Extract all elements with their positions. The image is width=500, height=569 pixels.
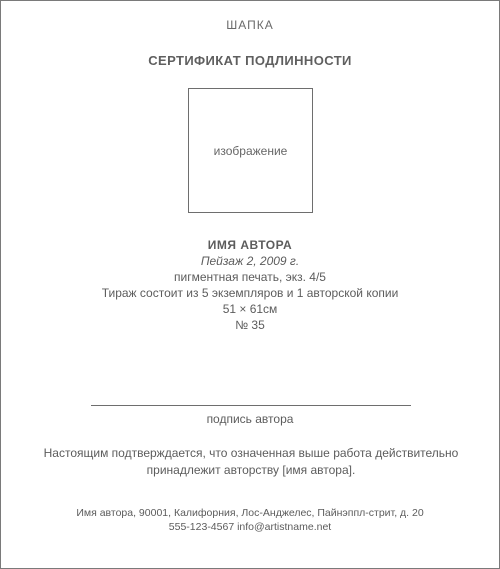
signature-label: подпись автора xyxy=(206,412,294,426)
work-title: Пейзаж 2, 2009 г. xyxy=(200,254,300,268)
image-placeholder-box xyxy=(188,88,313,213)
footer-address: Имя автора, 90001, Калифорния, Лос-Анджелес, Пайнэппл-стрит, д. 20 xyxy=(76,507,424,519)
footer-contacts xyxy=(1,506,499,534)
certificate-title: СЕРТИФИКАТ ПОДЛИННОСТИ xyxy=(148,53,352,68)
header-placeholder: ШАПКА xyxy=(226,18,274,32)
image-placeholder-label: изображение xyxy=(213,143,288,158)
artwork-details xyxy=(1,237,499,333)
certification-statement: Настоящим подтверждается, что означенная выше работа действительно принадлежит авторству [имя автора]. xyxy=(43,446,459,477)
edition-info: Тираж состоит из 5 экземпляров и 1 авторской копии xyxy=(101,286,399,300)
work-technique: пигментная печать, экз. 4/5 xyxy=(174,270,326,284)
signature-line xyxy=(91,405,411,406)
certificate-number: № 35 xyxy=(235,318,265,332)
footer-phone-email: 555-123-4567 info@artistname.net xyxy=(168,521,332,533)
author-name: ИМЯ АВТОРА xyxy=(207,238,293,252)
work-dimensions: 51 × 61см xyxy=(222,302,278,316)
